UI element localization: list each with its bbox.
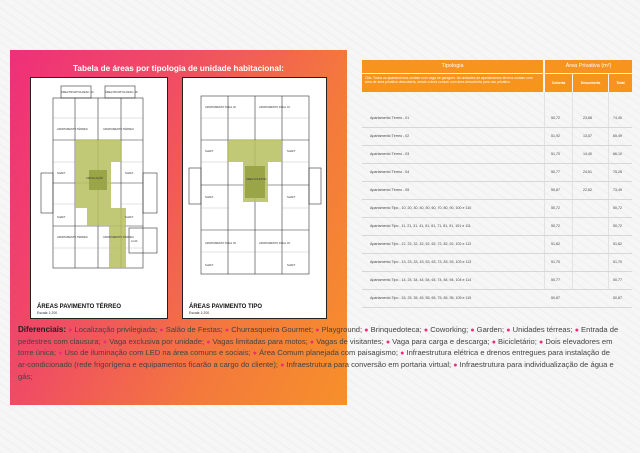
- table-row: [362, 254, 632, 272]
- diferencial-item: Vaga exclusiva por unidade;: [109, 336, 205, 346]
- row-total: 51,70: [613, 260, 622, 264]
- bullet-icon: ●: [491, 338, 496, 346]
- diferencial-item: Bicicletário;: [498, 336, 537, 346]
- floor-plan-terreo-drawing: [31, 78, 167, 318]
- row-coberta: 50,87: [551, 188, 560, 192]
- header-tipologia: Tipologia: [362, 60, 543, 73]
- svg-text:APARTAMENTO FINAL 02: APARTAMENTO FINAL 02: [205, 106, 236, 109]
- diferencial-item: Vaga para carga e descarga;: [392, 336, 490, 346]
- row-name: Apartamento Térreo - 03: [370, 152, 410, 156]
- plan-scale-tipo: Escala 1:200: [189, 311, 210, 315]
- svg-text:SHAFT: SHAFT: [125, 172, 134, 175]
- svg-text:APARTAMENTO FINAL 03: APARTAMENTO FINAL 03: [205, 242, 236, 245]
- row-coberta: 50,87: [551, 296, 560, 300]
- table-row: [362, 128, 632, 146]
- diferencial-item: Salão de Festas;: [165, 325, 223, 334]
- floor-plan-tipo: [182, 77, 327, 319]
- row-name: Apartamento Térreo - 02: [370, 134, 410, 138]
- area-table: [362, 60, 632, 310]
- row-name: Apartamento Tipo - 10, 20, 30, 40, 50, 60, 70, 80, 90, 100 e 110: [370, 206, 472, 210]
- table-row: [362, 272, 632, 290]
- bullet-icon: ●: [470, 327, 475, 334]
- panel-title: Tabela de áreas por tipologia de unidade habitacional:: [73, 64, 284, 73]
- floor-plan-tipo-drawing: [183, 78, 326, 318]
- row-total: 50,87: [613, 296, 622, 300]
- diferencial-item: Infraestrutura para conversão em portaria virtual;: [286, 360, 452, 370]
- bullet-icon: ●: [423, 327, 429, 334]
- row-name: Apartamento Tipo - 15, 25, 35, 45, 55, 65, 75, 85, 95, 105 e 115: [370, 296, 472, 300]
- col-coberta: Coberta: [545, 74, 572, 92]
- bullet-icon: ●: [309, 338, 315, 346]
- bullet-icon: ●: [453, 362, 458, 370]
- svg-text:APARTAMENTO FINAL 01: APARTAMENTO FINAL 01: [259, 106, 290, 109]
- diferencial-item: Localização privilegiada;: [74, 325, 158, 334]
- row-name: Apartamento Térreo - 05: [370, 188, 410, 192]
- plan-caption-tipo: ÁREAS PAVIMENTO TIPO: [189, 304, 263, 310]
- table-note: Obs: Todos os apartamentos contam com vaga de garagem. As unidades de apartamentos térreos contam com área de área privativa descoberta, sendo a área comum com área descoberta para uso privativo.: [362, 74, 543, 92]
- bullet-icon: ●: [224, 327, 230, 334]
- svg-text:SHAFT: SHAFT: [57, 216, 66, 219]
- row-descoberta: 13,57: [583, 134, 592, 138]
- row-total: 50,72: [613, 224, 622, 228]
- svg-text:SHAFT: SHAFT: [205, 196, 214, 199]
- row-name: Apartamento Térreo - 01: [370, 116, 410, 120]
- diferencial-item: Vagas de visitantes;: [316, 336, 384, 346]
- row-coberta: 50,77: [551, 278, 560, 282]
- bullet-icon: ●: [280, 362, 285, 370]
- svg-text:SHAFT: SHAFT: [57, 172, 66, 175]
- diferenciais-label: Diferenciais:: [18, 325, 67, 334]
- table-row: [362, 110, 632, 128]
- svg-text:ÁREA PRIVATIVA DESC. 01: ÁREA PRIVATIVA DESC. 01: [61, 91, 94, 94]
- table-row: [362, 290, 632, 308]
- diferencial-item: Churrasqueira Gourmet;: [231, 325, 314, 334]
- row-name: Apartamento Tipo - 12, 22, 32, 42, 52, 62, 72, 82, 92, 102 e 112: [370, 242, 472, 246]
- bullet-icon: ●: [206, 338, 211, 346]
- diferencial-item: Entrada de pedestres com clausura;: [18, 325, 619, 346]
- col-total: Total: [609, 74, 632, 92]
- header-area-privativa: Área Privativa (m²): [545, 60, 632, 73]
- row-name: Apartamento Térreo - 04: [370, 170, 410, 174]
- diferenciais: [18, 325, 620, 383]
- bullet-icon: ●: [58, 350, 63, 358]
- bullet-icon: ●: [252, 350, 257, 358]
- bullet-icon: ●: [68, 327, 73, 334]
- svg-text:SHAFT: SHAFT: [205, 150, 214, 153]
- svg-text:APARTAMENTO TÉRREO: APARTAMENTO TÉRREO: [103, 236, 134, 239]
- row-total: 74,40: [613, 116, 622, 120]
- diferencial-item: Brinquedoteca;: [370, 325, 422, 334]
- svg-text:CIRCULAÇÃO: CIRCULAÇÃO: [86, 177, 104, 180]
- bullet-icon: ●: [364, 327, 369, 334]
- bullet-icon: ●: [159, 327, 164, 334]
- svg-text:ÁREA COLETIVA: ÁREA COLETIVA: [246, 178, 267, 181]
- row-name: Apartamento Tipo - 13, 23, 33, 43, 53, 63, 73, 83, 93, 103 e 113: [370, 260, 472, 264]
- svg-text:APARTAMENTO TÉRREO: APARTAMENTO TÉRREO: [103, 128, 134, 131]
- row-coberta: 51,70: [551, 260, 560, 264]
- table-row: [362, 236, 632, 254]
- row-coberta: 50,72: [551, 206, 560, 210]
- row-coberta: 50,72: [551, 116, 560, 120]
- table-row: [362, 182, 632, 200]
- row-coberta: 50,72: [551, 224, 560, 228]
- bullet-icon: ●: [506, 327, 511, 334]
- diferencial-item: Garden;: [476, 325, 505, 334]
- table-row: [362, 146, 632, 164]
- row-total: 50,77: [613, 278, 622, 282]
- table-subheader: [362, 74, 632, 92]
- table-row: [362, 164, 632, 182]
- row-total: 73,49: [613, 188, 622, 192]
- row-descoberta: 14,40: [583, 152, 592, 156]
- diferencial-item: Infraestrutura para individualização de água e gás;: [18, 360, 614, 381]
- row-name: Apartamento Tipo - 11, 21, 31, 41, 51, 61, 71, 81, 91, 101 e 111: [370, 224, 471, 228]
- bullet-icon: ●: [539, 338, 544, 346]
- row-coberta: 51,92: [551, 134, 560, 138]
- diferencial-item: Playground;: [321, 325, 363, 334]
- row-total: 50,72: [613, 206, 622, 210]
- svg-text:SHAFT: SHAFT: [287, 264, 296, 267]
- svg-text:SHAFT: SHAFT: [287, 196, 296, 199]
- bullet-icon: ●: [315, 327, 320, 334]
- bullet-icon: ●: [385, 338, 391, 346]
- table-row: [362, 200, 632, 218]
- svg-text:SHAFT: SHAFT: [125, 216, 134, 219]
- diferencial-item: Vagas limitadas para motos;: [212, 336, 308, 346]
- row-name: Apartamento Tipo - 14, 24, 34, 44, 54, 64, 74, 84, 94, 104 e 114: [370, 278, 472, 282]
- bullet-icon: ●: [102, 338, 108, 346]
- row-coberta: 51,70: [551, 152, 560, 156]
- row-descoberta: 22,62: [583, 188, 592, 192]
- svg-text:SHAFT: SHAFT: [205, 264, 214, 267]
- row-coberta: 50,77: [551, 170, 560, 174]
- row-total: 75,28: [613, 170, 622, 174]
- diferencial-item: Infraestrutura elétrica e drenos entregues para instalação de ar-condicionado (rede frigorígena e equipamentos ficarão a cargo do cliente);: [18, 348, 610, 370]
- table-row: [362, 218, 632, 236]
- row-total: 51,62: [613, 242, 622, 246]
- diferencial-item: Área Comum planejada com paisagismo;: [259, 348, 398, 358]
- row-total: 65,49: [613, 134, 622, 138]
- diferencial-item: Uso de iluminação com LED na área comuns e sociais;: [64, 348, 251, 358]
- svg-text:APARTAMENTO TÉRREO: APARTAMENTO TÉRREO: [57, 128, 88, 131]
- diferencial-item: Unidades térreas;: [512, 325, 573, 334]
- bullet-icon: ●: [400, 350, 405, 358]
- svg-text:APARTAMENTO TÉRREO: APARTAMENTO TÉRREO: [57, 236, 88, 239]
- plan-scale-terreo: Escala 1:200: [37, 311, 58, 315]
- floor-plan-terreo: [30, 77, 168, 319]
- col-descoberta: Descoberta: [573, 74, 608, 92]
- svg-text:ÁREA PRIVATIVA DESC. 02: ÁREA PRIVATIVA DESC. 02: [105, 91, 138, 94]
- plan-caption-terreo: ÁREAS PAVIMENTO TÉRREO: [37, 304, 122, 310]
- diferencial-item: Dois elevadores em torre única;: [18, 336, 613, 358]
- diferencial-item: Coworking;: [430, 325, 469, 334]
- row-descoberta: 24,51: [583, 170, 592, 174]
- svg-text:APARTAMENTO FINAL 04: APARTAMENTO FINAL 04: [259, 242, 290, 245]
- row-coberta: 51,62: [551, 242, 560, 246]
- svg-text:LOJA: LOJA: [131, 240, 138, 243]
- row-descoberta: 23,68: [583, 116, 592, 120]
- bullet-icon: ●: [574, 327, 579, 334]
- row-total: 66,10: [613, 152, 622, 156]
- svg-text:SHAFT: SHAFT: [287, 150, 296, 153]
